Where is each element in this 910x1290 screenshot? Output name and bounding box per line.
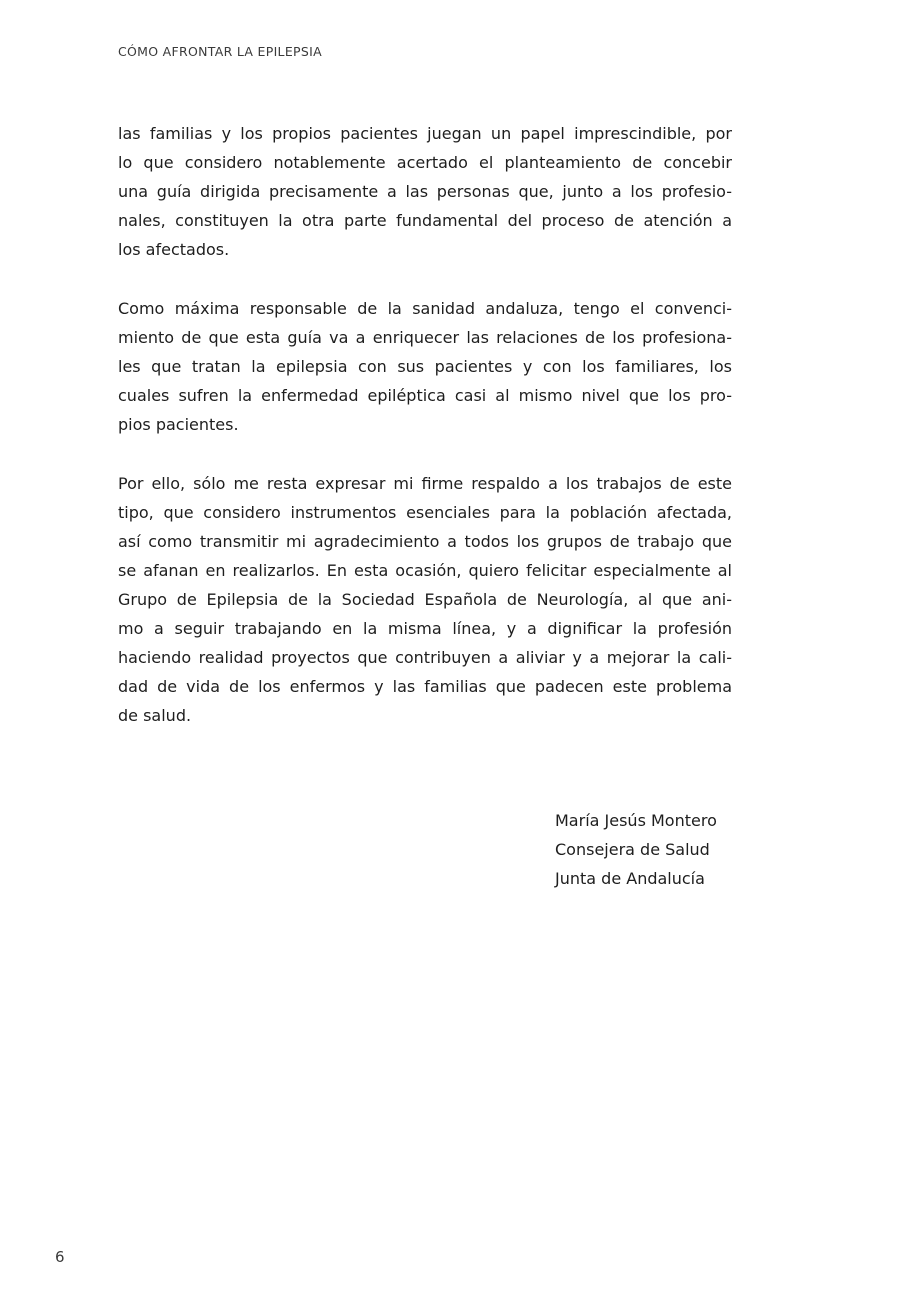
text-line: pios pacientes. [118,415,239,434]
text-line: miento de que esta guía va a enriquecer las relaciones de los profesiona- [118,328,732,347]
text-line: Como máxima responsable de la sanidad andaluza, tengo el convenci- [118,299,732,318]
text-line: lo que considero notablemente acertado el planteamiento de concebir [118,153,732,172]
text-line: cuales sufren la enfermedad epiléptica casi al mismo nivel que los pro- [118,386,732,405]
text-line: haciendo realidad proyectos que contribuyen a aliviar y a mejorar la cali- [118,648,732,667]
paragraph-2 [118,294,732,439]
signatory-organization: Junta de Andalucía [555,869,705,888]
paragraph-1 [118,119,732,264]
page-number: 6 [55,1248,65,1266]
paragraph-3 [118,469,732,730]
signatory-role: Consejera de Salud [555,840,710,859]
text-line: dad de vida de los enfermos y las familias que padecen este problema [118,677,732,696]
text-line: los afectados. [118,240,230,259]
text-line: así como transmitir mi agradecimiento a todos los grupos de trabajo que [118,532,732,551]
text-line: una guía dirigida precisamente a las personas que, junto a los profesio- [118,182,732,201]
text-line: las familias y los propios pacientes juegan un papel imprescindible, por [118,124,732,143]
text-line: de salud. [118,706,192,725]
text-line: nales, constituyen la otra parte fundamental del proceso de atención a [118,211,732,230]
text-line: mo a seguir trabajando en la misma línea, y a dignificar la profesión [118,619,732,638]
text-line: tipo, que considero instrumentos esenciales para la población afectada, [118,503,732,522]
text-line: Grupo de Epilepsia de la Sociedad Española de Neurología, al que ani- [118,590,732,609]
signatory-name: María Jesús Montero [555,811,717,830]
text-line: se afanan en realizarlos. En esta ocasión, quiero felicitar especialmente al [118,561,732,580]
body-text [118,119,732,760]
text-line: Por ello, sólo me resta expresar mi firme respaldo a los trabajos de este [118,474,732,493]
text-line: les que tratan la epilepsia con sus pacientes y con los familiares, los [118,357,732,376]
running-header: CÓMO AFRONTAR LA EPILEPSIA [118,44,322,59]
signature-block [555,806,717,893]
